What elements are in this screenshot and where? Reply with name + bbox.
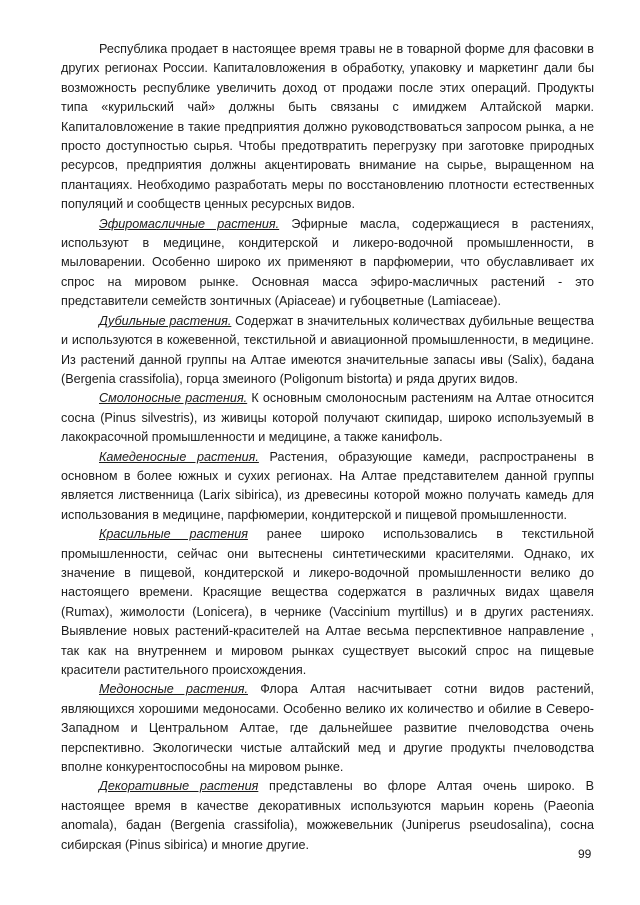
paragraph-text: К основным смолоносным растениям на Алтае относится сосна (Pinus silvestris), из живицы которой получают скипидар, широко используемый в лакокрасочной промышленности и медицине, а также канифоль.: [61, 391, 594, 445]
paragraph-gum-plants: [61, 448, 594, 526]
paragraph-honey-plants: [61, 680, 594, 777]
paragraph-text: Флора Алтая насчитывает сотни видов растений, являющихся хорошими медоносами. Особенно велико их количество и обилие в Северо-Западном и Центральном Алтае, где дальнейшее развитие пчеловодства очень перспективно. Экологически чистые алтайский мед и другие продукты пчеловодства вполне конкурентоспособны на мировом рынке.: [61, 682, 595, 775]
section-term: Красильные растения: [99, 527, 248, 542]
paragraph-text: Республика продает в настоящее время травы не в товарной форме для фасовки в других регионах России. Капиталовложения в обработку, упаковку и маркетинг дали бы возможность республике увеличить доход от продажи после этих операций. Продукты типа «курильский чай» должны быть связаны с имиджем Алтайской марки. Капиталовложение в такие предприятия должно руководствоваться запросом рынка, а не просто доступностью сырья. Чтобы предотвратить перегрузку при заготовке природных ресурсов, предприятия должны акцентировать внимание на сырье, выращенном на плантациях. Необходимо разработать меры по восстановлению плотности естественных популяций и сообществ ценных ресурсных видов.: [61, 42, 594, 212]
paragraph-dye-plants: [61, 525, 594, 680]
document-page: [61, 40, 594, 855]
paragraph-text: Содержат в значительных количествах дубильные вещества и используются в кожевенной, текстильной и авиационной промышленности, в медицине. Из растений данной группы на Алтае имеются значительные запасы ивы (Salix), бадана (Bergenia crassifolia), горца змеиного (Poligonum bistorta) и ряда других видов.: [61, 313, 594, 386]
section-term: Декоративные растения: [99, 779, 259, 794]
paragraph-intro: [61, 40, 594, 215]
section-term: Смолоносные растения.: [99, 391, 248, 406]
section-term: Камеденосные растения.: [99, 449, 259, 464]
paragraph-text: ранее широко использовались в текстильной промышленности, сейчас они вытеснены синтетическими красителями. Однако, их значение в пищевой, кондитерской и ликеро-водочной промышленности велико до настоящего времени. Красящие вещества содержатся в различных видах щавеля (Rumax), жимолости (Lonicera), в чернике (Vaccinium myrtillus) и в других растениях. Выявление новых растений-красителей на Алтае весьма перспективное направление , так как на внутреннем и мировом рынках существует высокий спрос на пищевые красители растительного происхождения.: [61, 527, 594, 677]
paragraph-resin-plants: [61, 389, 594, 447]
page-number: 99: [578, 847, 592, 861]
paragraph-tanning-plants: [61, 312, 594, 390]
paragraph-text: представлены во флоре Алтая очень широко. В настоящее время в качестве декоративных используются марьин корень (Paeonia anomala), бадан (Bergenia crassifolia), можжевельник (Juniperus pseudosalina), сосна сибирская (Pinus sibirica) и многие другие.: [61, 779, 594, 852]
section-term: Эфиромасличные растения.: [99, 216, 280, 231]
section-term: Медоносные растения.: [99, 682, 248, 697]
paragraph-text: Растения, образующие камеди, распространены в основном в более южных и сухих регионах. На Алтае представителем данной группы является лиственница (Larix sibirica), из древесины которой можно получать камедь для использования в медицине, парфюмерии, кондитерской и пищевой промышленности.: [61, 449, 594, 522]
paragraph-ornamental-plants: [61, 777, 594, 855]
section-term: Дубильные растения.: [99, 313, 232, 328]
paragraph-essential-oil-plants: [61, 215, 594, 312]
paragraph-text: Эфирные масла, содержащиеся в растениях, используют в медицине, кондитерской и ликеро-водочной промышленности, в мыловарении. Особенно широко их применяют в парфюмерии, что обуславливает их спрос на мировом рынке. Основная масса эфиро-масличных растений - это представители семейств зонтичных (Apiaceae) и губоцветные (Lamiaceae).: [61, 216, 594, 309]
